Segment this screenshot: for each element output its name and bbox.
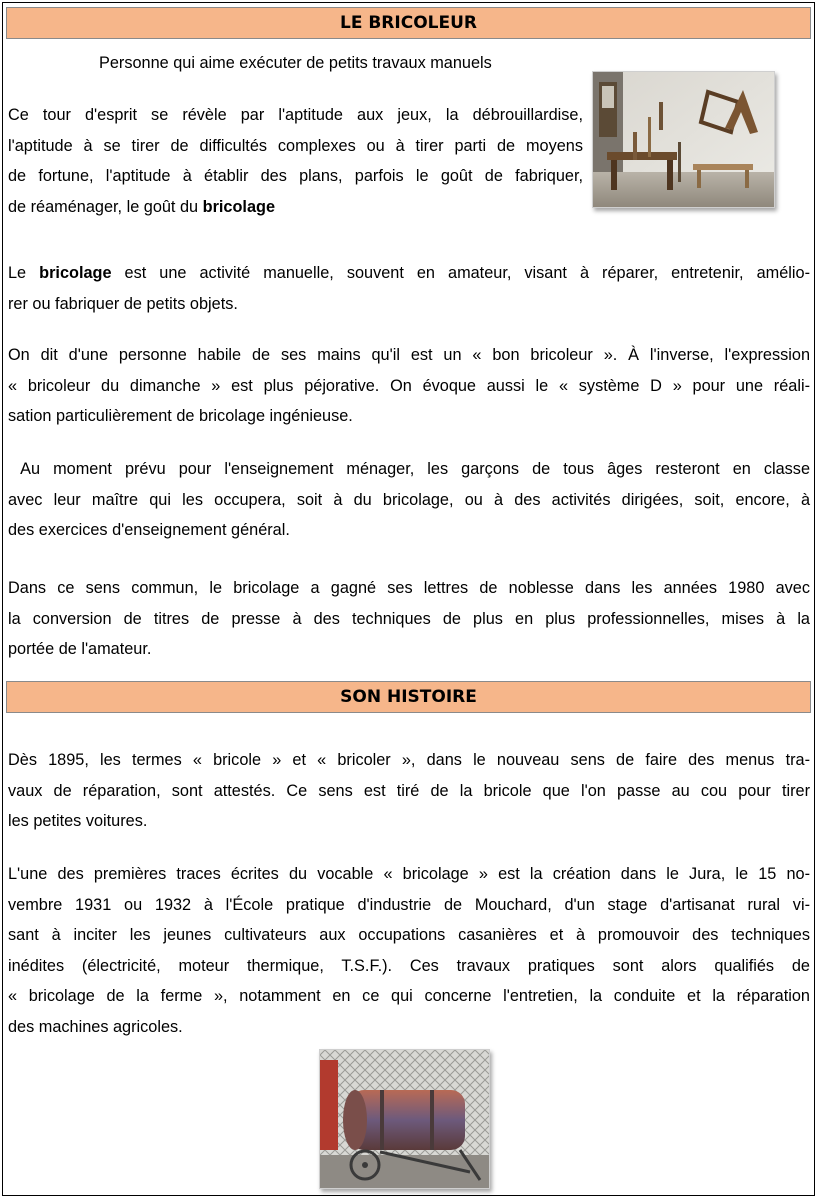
text-run: de réaménager, le goût du [8, 197, 203, 216]
text-line: Dans ce sens commun, le bricolage a gagné ses lettres de noblesse dans les années 1980 avec [8, 579, 810, 597]
section-title-text: SON HISTOIRE [340, 687, 477, 707]
paragraph-enseignement [8, 454, 810, 546]
text-line: « bricoleur du dimanche » est plus péjorative. On évoque aussi le « système D » pour une réali- [8, 376, 810, 395]
text-line: portée de l'amateur. [8, 640, 152, 658]
text-line [8, 192, 583, 223]
text-line [8, 258, 810, 289]
section-title-text: LE BRICOLEUR [339, 13, 477, 33]
paragraph-bon-bricoleur [8, 340, 810, 432]
text-line: sation particulièrement de bricolage ingénieuse. [8, 407, 353, 425]
text-line: les petites voitures. [8, 812, 148, 830]
bold-term: bricolage [202, 197, 276, 216]
text-line: On dit d'une personne habile de ses mains qu'il est un « bon bricoleur ». À l'inverse, l'expression [8, 346, 810, 364]
paragraph-jura [8, 859, 810, 1042]
text-line: sant à inciter les jeunes cultivateurs aux occupations casanières et à promouvoir des techniques [8, 926, 810, 944]
text-line: avec leur maître qui les occupera, soit à du bricolage, ou à des activités dirigées, soit, encore, à [8, 490, 810, 509]
text-line: inédites (électricité, moteur thermique, T.S.F.). Ces travaux pratiques sont alors qualifiés de [8, 956, 810, 975]
text-run: est une activité manuelle, souvent en amateur, visant à réparer, entretenir, amélio- [111, 264, 810, 282]
text-line: l'aptitude à se tirer de difficultés complexes ou à tirer parti de moyens [8, 136, 583, 155]
text-line: Au moment prévu pour l'enseignement ménager, les garçons de tous âges resteront en classe [8, 460, 810, 478]
paragraph-definition [8, 258, 810, 319]
paragraph-noblesse [8, 573, 810, 665]
text-line: Ce tour d'esprit se révèle par l'aptitude aux jeux, la débrouillardise, [8, 106, 583, 124]
text-line: de fortune, l'aptitude à établir des plans, parfois le goût de fabriquer, [8, 167, 583, 185]
paragraph-1895 [8, 745, 810, 837]
text-line: L'une des premières traces écrites du vocable « bricolage » est la création dans le Jura, le 15 no- [8, 865, 810, 883]
text-line: vaux de réparation, sont attestés. Ce sens est tiré de la bricole que l'on passe au cou pour tirer [8, 781, 810, 800]
text-run: Le [8, 264, 40, 282]
subtitle: Personne qui aime exécuter de petits travaux manuels [99, 54, 492, 72]
paragraph-intro [8, 100, 583, 222]
text-line: « bricolage de la ferme », notamment en ce qui concerne l'entretien, la conduite et la réparation [8, 987, 810, 1005]
text-line: Dès 1895, les termes « bricole » et « bricoler », dans le nouveau sens de faire des menus tra- [8, 751, 810, 769]
text-line: des machines agricoles. [8, 1017, 183, 1036]
text-line: rer ou fabriquer de petits objets. [8, 294, 238, 313]
text-line: la conversion de titres de presse à des techniques de plus en plus professionnelles, mises à la [8, 609, 810, 628]
bold-term: bricolage [39, 264, 112, 282]
barrel-cart-photo [319, 1049, 490, 1189]
text-line: vembre 1931 ou 1932 à l'École pratique d'industrie de Mouchard, d'un stage d'artisanat rural vi- [8, 895, 810, 914]
section-title-bricoleur [6, 7, 811, 39]
workshop-photo [592, 71, 775, 208]
document-page [2, 2, 815, 1196]
section-title-histoire [6, 681, 811, 713]
text-line: des exercices d'enseignement général. [8, 521, 290, 539]
